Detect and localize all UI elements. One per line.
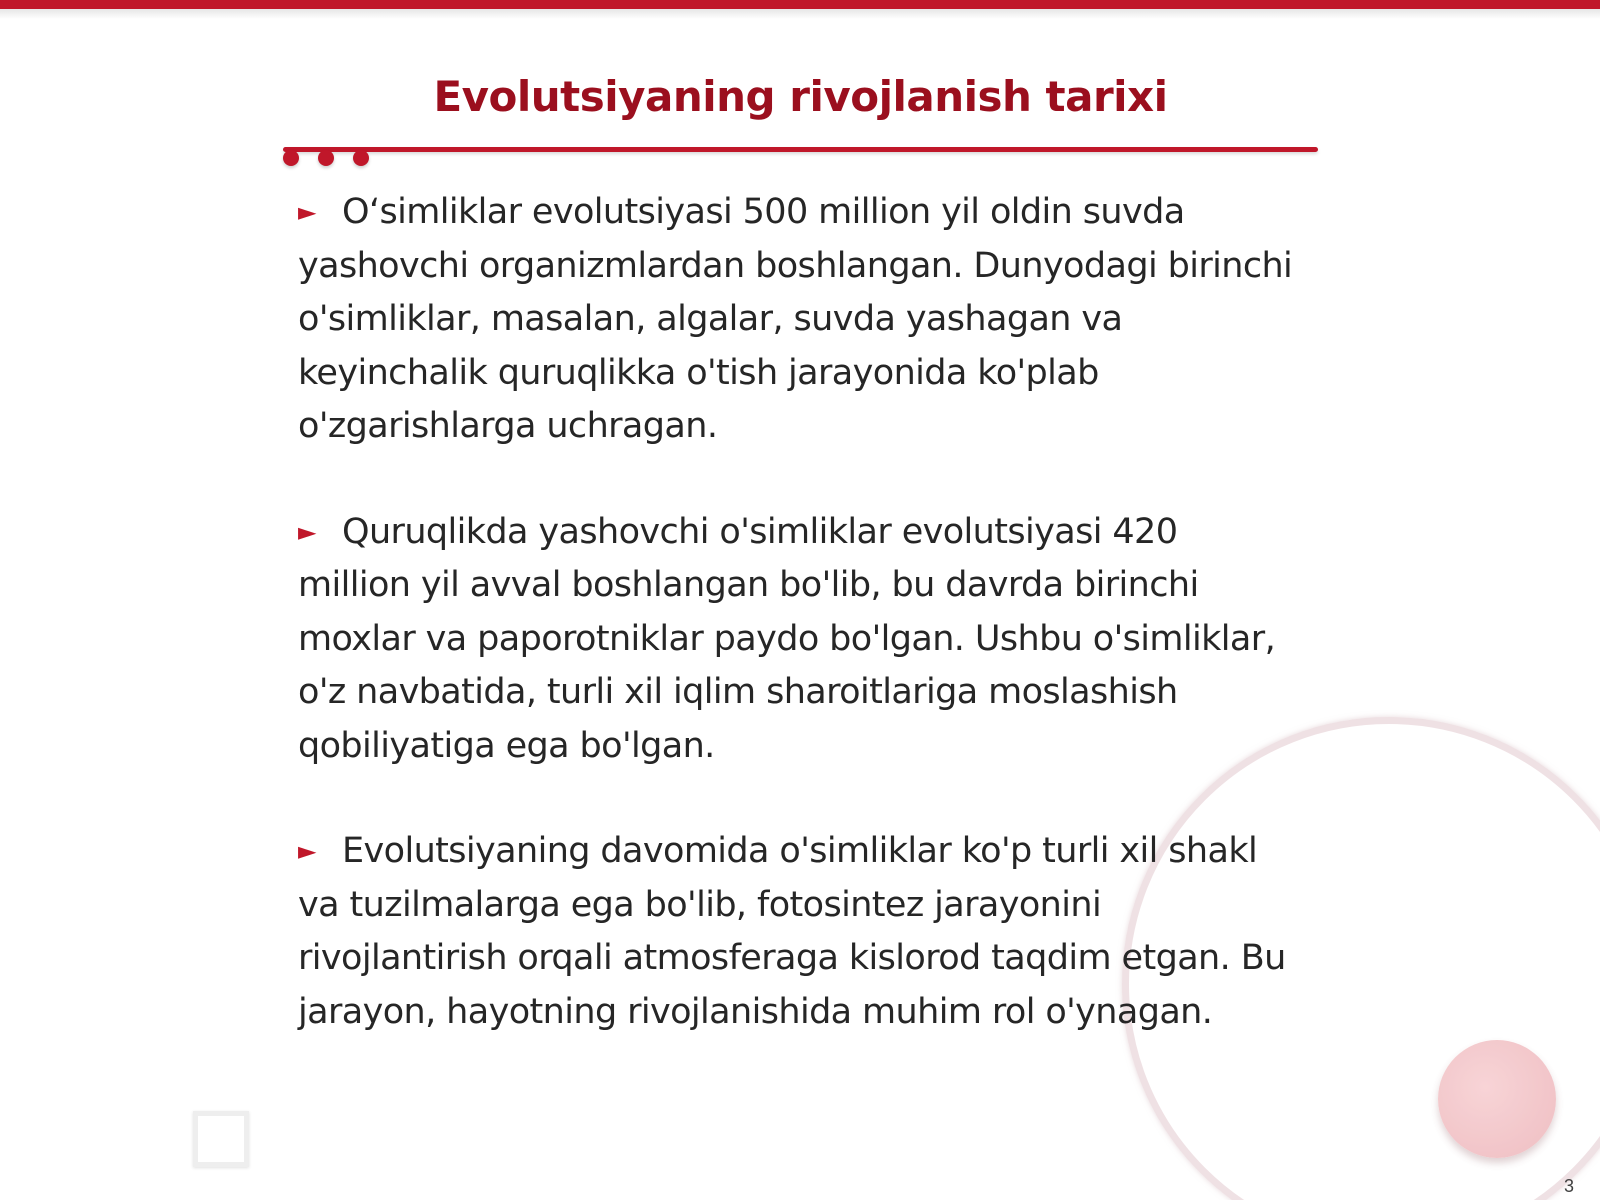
- decor-dot: [283, 150, 299, 166]
- top-bar-shadow: [0, 9, 1600, 19]
- bullet-arrow-icon: ►: [298, 517, 316, 546]
- bullet-item: [298, 186, 1298, 454]
- bullet-item: [298, 506, 1298, 774]
- decor-circle: [1438, 1040, 1556, 1158]
- decor-dot: [353, 150, 369, 166]
- decor-square: [193, 1111, 249, 1167]
- slide-title: Evolutsiyaning rivojlanish tarixi: [433, 72, 1168, 121]
- title-underline: [283, 147, 1318, 152]
- decor-dot: [318, 150, 334, 166]
- bullet-arrow-icon: ►: [298, 198, 316, 226]
- top-accent-bar: [0, 0, 1600, 9]
- bullet-text: Evolutsiyaning davomida o'simliklar ko'p turli xil shakl va tuzilmalarga ega bo'lib, fotosintez jarayonini rivojlantirish orqali atmosferaga kislorod taqdim etgan. Bu jarayon, hayotning rivojlanishida muhim rol o'ynagan.: [298, 831, 1286, 1032]
- bullet-item: [298, 825, 1298, 1039]
- bullet-arrow-icon: ►: [298, 837, 316, 865]
- slide-body: [298, 186, 1298, 1091]
- bullet-text: O‘simliklar evolutsiyasi 500 million yil oldin suvda yashovchi organizmlardan boshlangan. Dunyodagi birinchi o'simliklar, masalan, algalar, suvda yashagan va keyinchalik quruqlikka o'tish jarayonida ko'plab o'zgarishlarga uchragan.: [298, 192, 1293, 446]
- page-number: 3: [1563, 1176, 1574, 1196]
- bullet-text: Quruqlikda yashovchi o'simliklar evolutsiyasi 420 million yil avval boshlangan bo'lib, bu davrda birinchi moxlar va paporotniklar paydo bo'lgan. Ushbu o'simliklar, o'z navbatida, turli xil iqlim sharoitlariga moslashish qobiliyatiga ega bo'lgan.: [298, 511, 1276, 766]
